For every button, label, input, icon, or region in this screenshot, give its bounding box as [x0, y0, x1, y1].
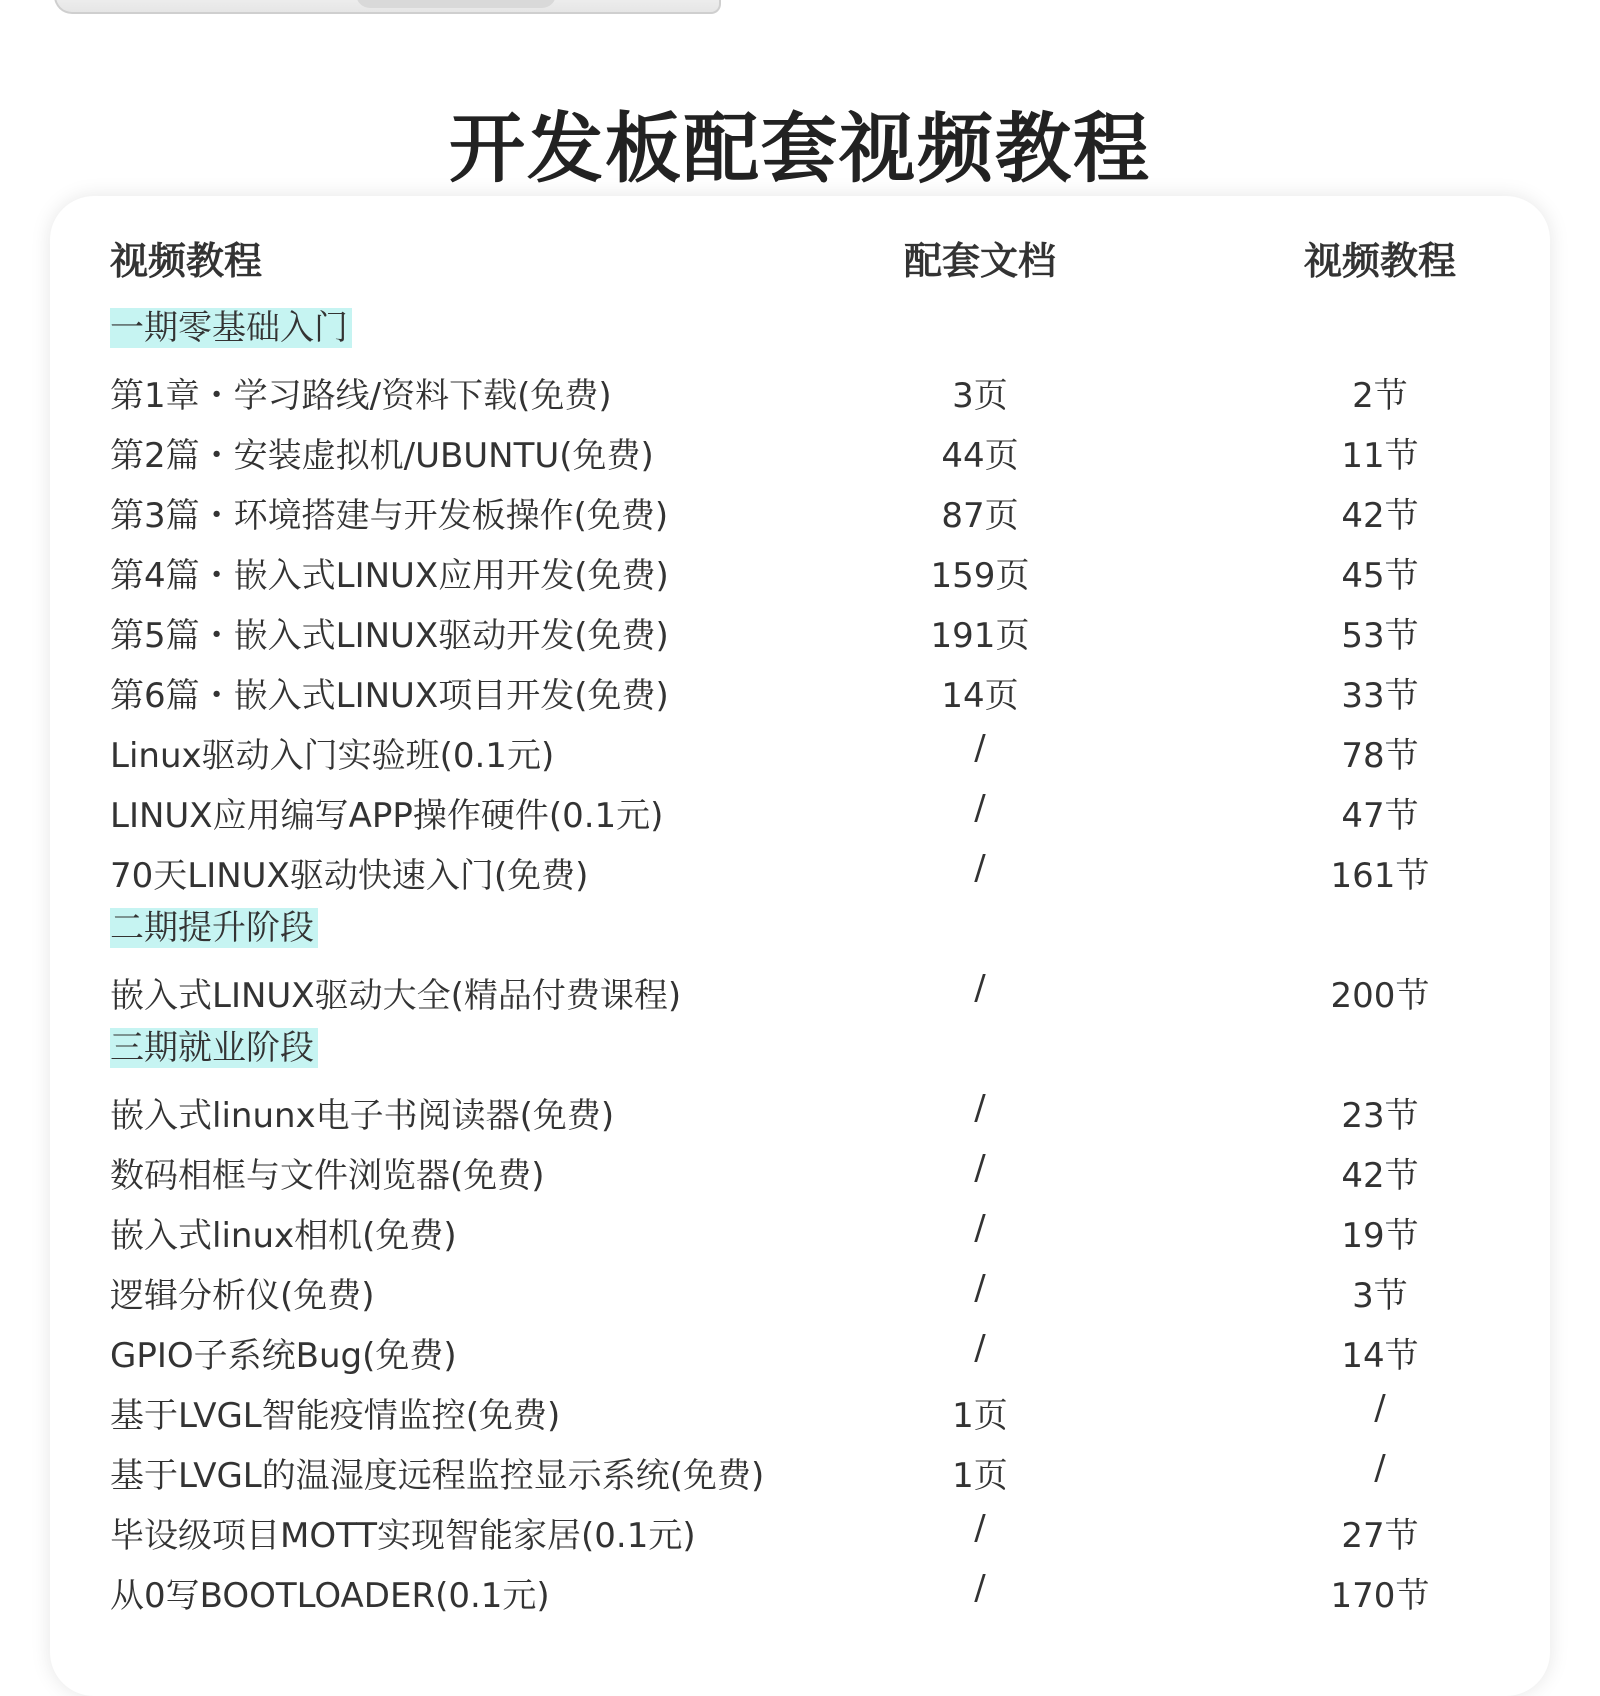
course-name: 第6篇・嵌入式LINUX项目开发(免费) [110, 676, 669, 716]
product-image-top [54, 0, 721, 14]
table-row [0, 1320, 1600, 1380]
table-row [0, 1500, 1600, 1560]
course-name: LINUX应用编写APP操作硬件(0.1元) [110, 796, 664, 836]
video-sections: 42节 [1341, 496, 1419, 536]
video-sections: / [1374, 1448, 1386, 1488]
table-row [0, 1080, 1600, 1140]
video-sections: 78节 [1341, 736, 1419, 776]
doc-pages: / [974, 1508, 986, 1548]
table-row [0, 420, 1600, 480]
doc-pages: 44页 [941, 436, 1019, 476]
course-name: 基于LVGL的温湿度远程监控显示系统(免费) [110, 1456, 765, 1496]
table-row [0, 1200, 1600, 1260]
table-row [0, 1380, 1600, 1440]
section-label: 二期提升阶段 [110, 908, 318, 948]
video-sections: 42节 [1341, 1156, 1419, 1196]
table-row [0, 360, 1600, 420]
video-sections: 170节 [1330, 1576, 1430, 1616]
column-header-doc: 配套文档 [903, 239, 1056, 283]
video-sections: 3节 [1352, 1276, 1408, 1316]
course-name: 第4篇・嵌入式LINUX应用开发(免费) [110, 556, 669, 596]
column-header-name: 视频教程 [110, 239, 263, 283]
course-name: 嵌入式LINUX驱动大全(精品付费课程) [110, 976, 682, 1016]
course-name: 第1章・学习路线/资料下载(免费) [110, 376, 612, 416]
doc-pages: / [974, 968, 986, 1008]
course-name: GPIO子系统Bug(免费) [110, 1336, 457, 1376]
page-title: 开发板配套视频教程 [449, 104, 1151, 193]
section-row [0, 1020, 1600, 1080]
doc-pages: 1页 [952, 1456, 1008, 1496]
doc-pages: / [974, 1088, 986, 1128]
doc-pages: / [974, 1148, 986, 1188]
doc-pages: / [974, 1268, 986, 1308]
course-name: 从0写BOOTLOADER(0.1元) [110, 1576, 550, 1616]
course-name: 70天LINUX驱动快速入门(免费) [110, 856, 589, 896]
doc-pages: / [974, 848, 986, 888]
course-name: 第3篇・环境搭建与开发板操作(免费) [110, 496, 669, 536]
doc-pages: / [974, 1208, 986, 1248]
doc-pages: 191页 [930, 616, 1030, 656]
course-name: 逻辑分析仪(免费) [110, 1276, 375, 1316]
doc-pages: / [974, 788, 986, 828]
course-name: 第2篇・安装虚拟机/UBUNTU(免费) [110, 436, 654, 476]
device-part [356, 0, 556, 8]
video-sections: 161节 [1330, 856, 1430, 896]
course-name: 毕设级项目MOTT实现智能家居(0.1元) [110, 1516, 696, 1556]
table-row [0, 780, 1600, 840]
table-row [0, 480, 1600, 540]
course-name: 嵌入式linux相机(免费) [110, 1216, 457, 1256]
video-sections: 23节 [1341, 1096, 1419, 1136]
table-row [0, 600, 1600, 660]
table-row [0, 1140, 1600, 1200]
video-sections: 14节 [1341, 1336, 1419, 1376]
video-sections: 53节 [1341, 616, 1419, 656]
course-name: 数码相框与文件浏览器(免费) [110, 1156, 545, 1196]
video-sections: 27节 [1341, 1516, 1419, 1556]
section-label: 三期就业阶段 [110, 1028, 318, 1068]
video-sections: 200节 [1330, 976, 1430, 1016]
doc-pages: 1页 [952, 1396, 1008, 1436]
course-name: Linux驱动入门实验班(0.1元) [110, 736, 555, 776]
course-name: 第5篇・嵌入式LINUX驱动开发(免费) [110, 616, 669, 656]
video-sections: / [1374, 1388, 1386, 1428]
course-name: 嵌入式linunx电子书阅读器(免费) [110, 1096, 615, 1136]
section-row [0, 900, 1600, 960]
table-row [0, 720, 1600, 780]
doc-pages: / [974, 728, 986, 768]
table-row [0, 840, 1600, 900]
video-sections: 11节 [1341, 436, 1419, 476]
table-row [0, 960, 1600, 1020]
video-sections: 19节 [1341, 1216, 1419, 1256]
table-row [0, 1260, 1600, 1320]
video-sections: 45节 [1341, 556, 1419, 596]
doc-pages: 14页 [941, 676, 1019, 716]
doc-pages: 3页 [952, 376, 1008, 416]
table-row [0, 1560, 1600, 1620]
doc-pages: / [974, 1568, 986, 1608]
table-row [0, 540, 1600, 600]
section-label: 一期零基础入门 [110, 308, 352, 348]
video-sections: 47节 [1341, 796, 1419, 836]
section-row [0, 300, 1600, 360]
doc-pages: / [974, 1328, 986, 1368]
tutorial-table-body [0, 300, 1600, 1620]
course-name: 基于LVGL智能疫情监控(免费) [110, 1396, 561, 1436]
table-row [0, 660, 1600, 720]
doc-pages: 159页 [930, 556, 1030, 596]
video-sections: 2节 [1352, 376, 1408, 416]
video-sections: 33节 [1341, 676, 1419, 716]
column-header-video: 视频教程 [1303, 239, 1456, 283]
doc-pages: 87页 [941, 496, 1019, 536]
table-row [0, 1440, 1600, 1500]
